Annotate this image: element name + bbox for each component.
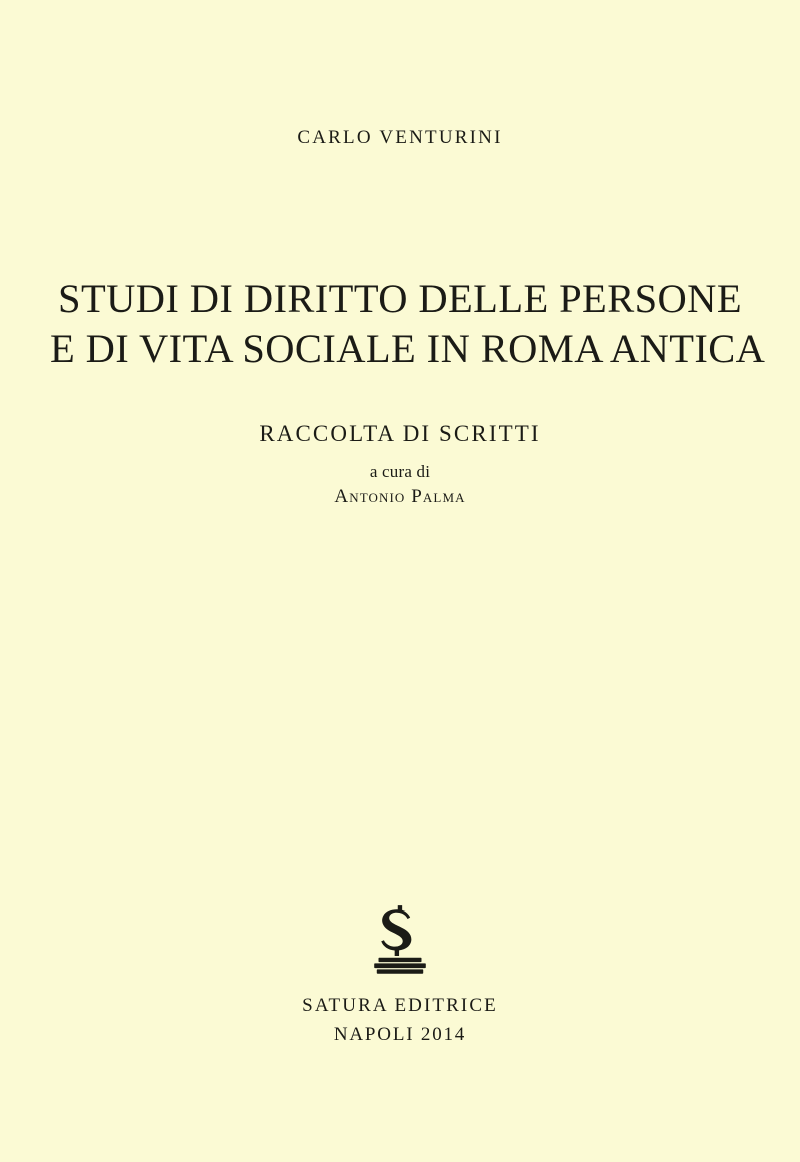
title-line-2: E DI VITA SOCIALE IN ROMA ANTICA	[50, 326, 766, 371]
title-line-1: STUDI DI DIRITTO DELLE PERSONE	[58, 276, 742, 321]
satura-s-on-book-logo	[357, 895, 443, 981]
publisher-city-year: NAPOLI 2014	[333, 1024, 467, 1045]
author-name: CARLO VENTURINI	[297, 127, 503, 148]
book-subtitle: RACCOLTA DI SCRITTI	[259, 421, 541, 446]
book-title	[50, 274, 766, 374]
editor-name: Antonio Palma	[334, 486, 466, 507]
editor-intro-label: a cura di	[369, 462, 431, 481]
publisher-block	[0, 895, 800, 1046]
publisher-name: SATURA EDITRICE	[302, 995, 498, 1016]
